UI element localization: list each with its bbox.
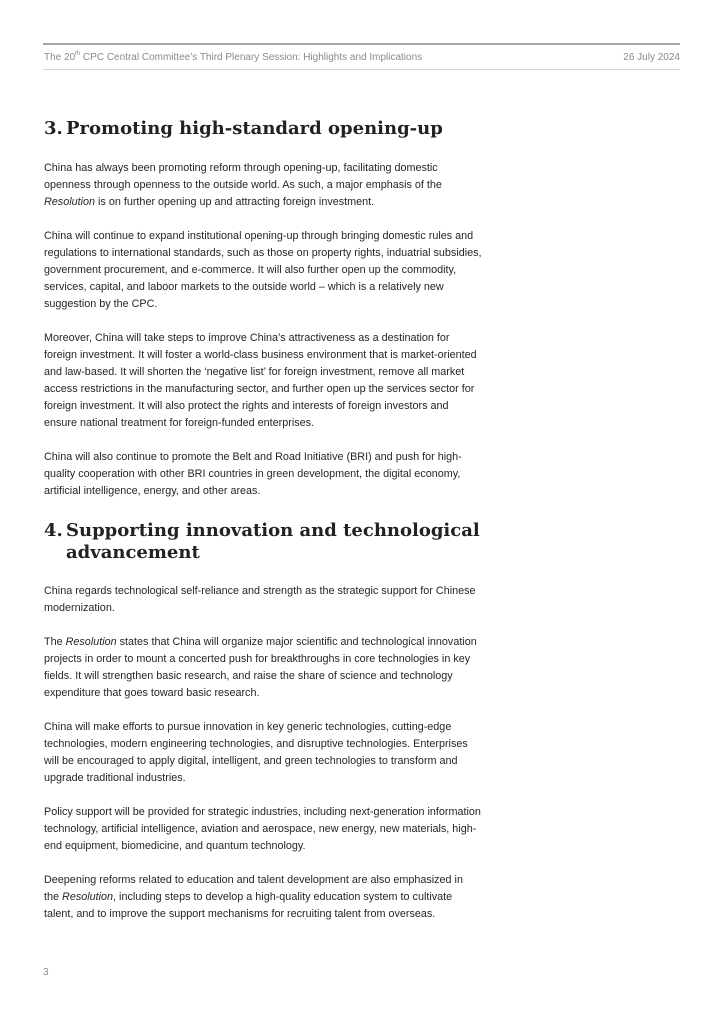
main-content xyxy=(44,118,484,940)
section-3-paragraph-1: China has always been promoting reform through opening-up, facilitating domestic openness through openness to the outside world. As such, a major emphasis of the Resolution is on further opening up and attracting foreign investment. xyxy=(44,162,442,208)
section-3-paragraph-3: Moreover, China will take steps to improve China’s attractiveness as a destination for foreign investment. It will foster a world-class business environment that is market-oriented and law-based. It will shorten the ‘negative list’ for foreign investment, remove all market access restrictions in the manufacturing sector, and further open up the services sector for foreign investment. It will also protect the rights and interests of foreign investors and ensure national treatment for foreign-funded enterprises. xyxy=(44,332,477,429)
section-3-title: Promoting high-standard opening-up xyxy=(66,118,443,139)
section-4-number: 4. xyxy=(44,520,63,541)
running-header-title xyxy=(44,52,422,63)
section-3-heading xyxy=(44,118,484,140)
section-4-paragraph-4: Policy support will be provided for strategic industries, including next-generation information technology, artificial intelligence, aviation and aerospace, new energy, new materials, high-end equipment, biomedicine, and quantum technology. xyxy=(44,806,481,852)
resolution-title-italic: Resolution xyxy=(44,196,96,208)
section-4-paragraph-2: The Resolution states that China will organize major scientific and technological innovation projects in order to mount a concerted push for breakthroughs in core technologies in key fields. It will strengthen basic research, and raise the share of science and technology expenditure that goes toward basic research. xyxy=(44,636,477,699)
section-3-paragraph-2: China will continue to expand institutional opening-up through bringing domestic rules and regulations to international standards, such as those on property rights, induatrial subsidies, government procurement, and e-commerce. It will also further open up the commodity, services, capital, and laboor markets to the outside world – which is a relatively new suggestion by the CPC. xyxy=(44,230,482,310)
section-4-title: Supporting innovation and technological advancement xyxy=(66,520,480,563)
header-title-text-rest: CPC Central Committee’s Third Plenary Session: Highlights and Implications xyxy=(80,52,423,63)
resolution-title-italic: Resolution xyxy=(62,891,114,903)
resolution-title-italic: Resolution xyxy=(65,636,117,648)
header-top-rule xyxy=(43,43,680,45)
section-4-heading xyxy=(44,520,484,564)
header-bottom-rule xyxy=(43,69,680,70)
header-title-superscript: th xyxy=(75,50,81,57)
header-title-text: The 20 xyxy=(44,52,76,63)
running-header-date: 26 July 2024 xyxy=(623,52,680,63)
section-3-paragraph-4: China will also continue to promote the Belt and Road Initiative (BRI) and push for high-quality cooperation with other BRI countries in green development, the digital economy, artificial intelligence, energy, and other areas. xyxy=(44,451,462,497)
page-number: 3 xyxy=(43,967,49,978)
section-3-number: 3. xyxy=(44,118,63,139)
section-4-paragraph-5: Deepening reforms related to education and talent development are also emphasized in the Resolution, including steps to develop a high-quality education system to cultivate talent, and to improve the support mechanisms for recruiting talent from overseas. xyxy=(44,874,463,920)
section-4-paragraph-1: China regards technological self-reliance and strength as the strategic support for Chinese modernization. xyxy=(44,585,476,614)
section-4-paragraph-3: China will make efforts to pursue innovation in key generic technologies, cutting-edge technologies, modern engineering technologies, and disruptive technologies. Enterprises will be encouraged to apply digital, intelligent, and green technologies to transform and upgrade traditional industries. xyxy=(44,721,468,784)
